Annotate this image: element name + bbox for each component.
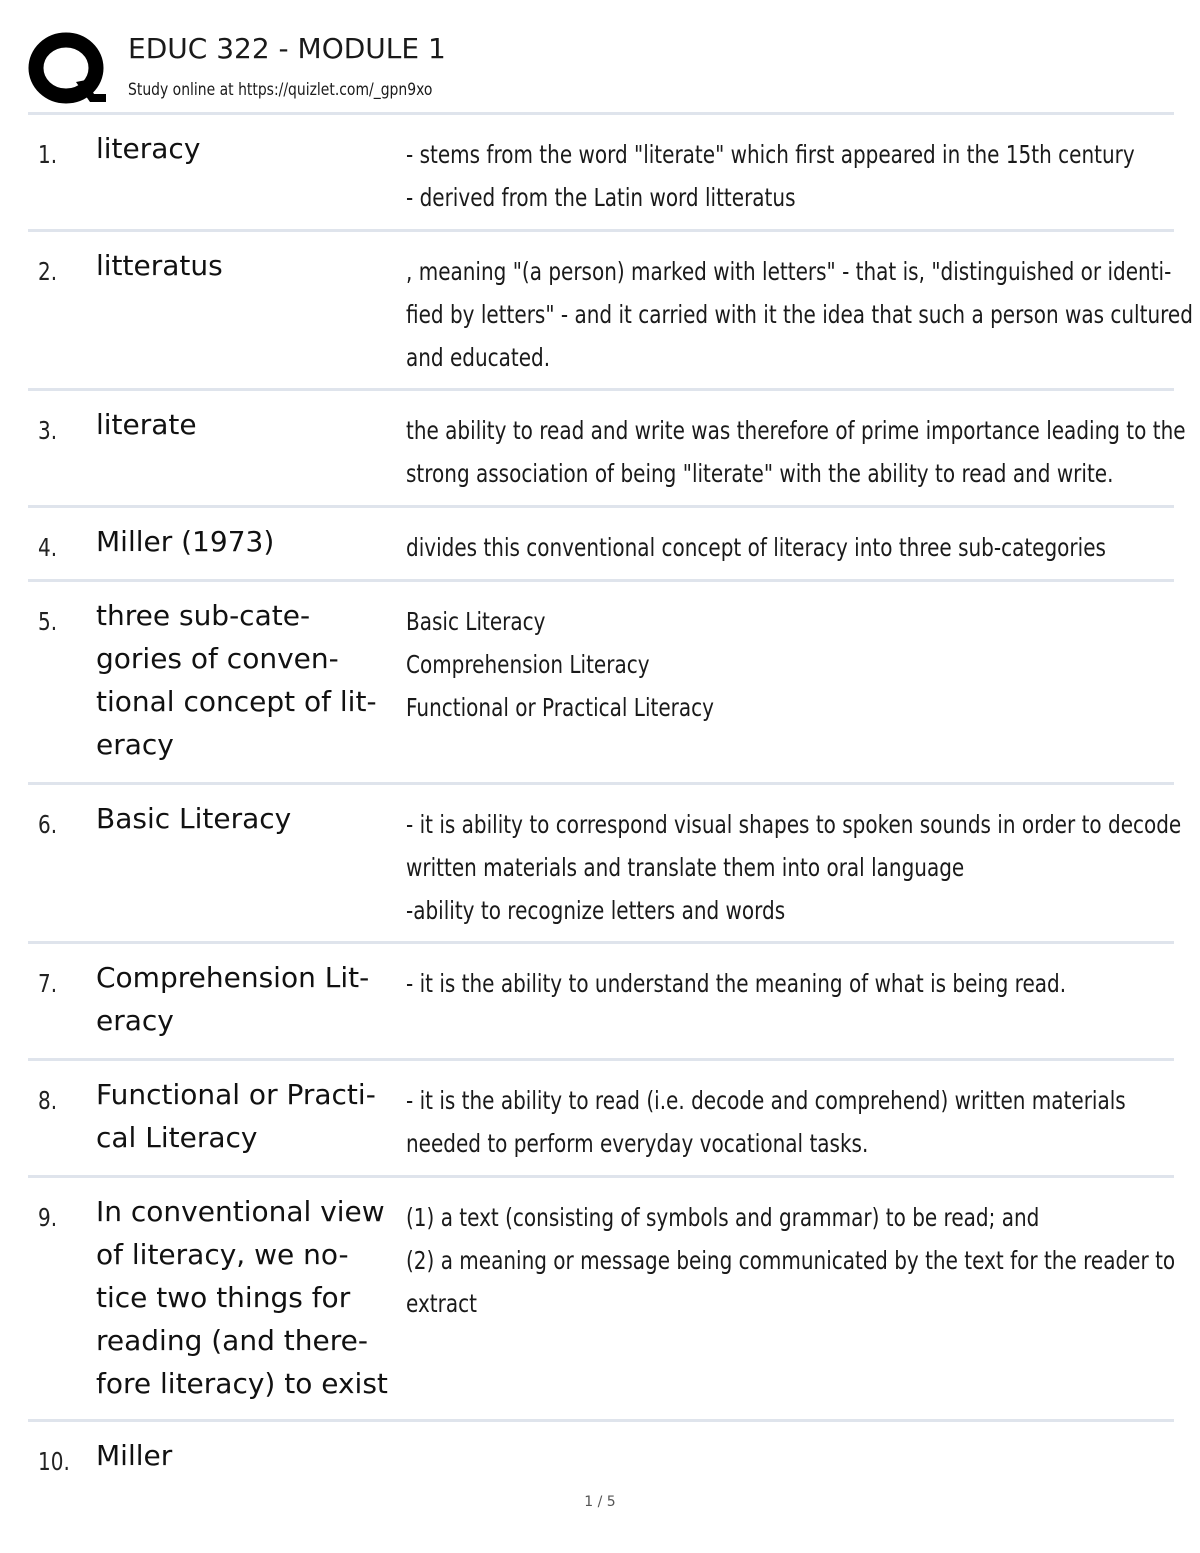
card-definition: - it is the ability to understand the meaning of what is being read.	[406, 969, 1067, 998]
card-term: Miller (1973)	[96, 525, 275, 558]
card-definition: - it is the ability to read (i.e. decode and comprehend) written materials needed to perform everyday vocational tasks.	[406, 1086, 1126, 1158]
card-term: Functional or Practi- cal Literacy	[96, 1078, 376, 1154]
card-definition: (1) a text (consisting of symbols and grammar) to be read; and (2) a meaning or message being communicated by the text for the reader to extract	[406, 1203, 1176, 1318]
card-term: literacy	[96, 132, 201, 165]
card-term: three sub-cate- gories of conven- tional concept of lit- eracy	[96, 599, 377, 761]
flashcard-row	[28, 1419, 1174, 1489]
card-term: Basic Literacy	[96, 802, 292, 835]
flashcard-row	[28, 941, 1174, 1058]
flashcard-list	[28, 112, 1193, 1489]
card-number: 4.	[38, 533, 58, 562]
card-definition: , meaning "(a person) marked with letters" - that is, "distinguished or identi- fied by letters" - and it carried with it the idea that such a person was cultured and educated.	[406, 257, 1193, 372]
flashcard-row	[28, 1175, 1174, 1419]
flashcard-row	[28, 782, 1182, 941]
page-title: EDUC 322 - MODULE 1	[128, 32, 446, 65]
card-number: 1.	[38, 140, 58, 169]
flashcard-row	[28, 229, 1193, 388]
study-online-link[interactable]: Study online at https://quizlet.com/_gpn9xo	[128, 80, 433, 100]
card-number: 8.	[38, 1086, 58, 1115]
card-definition: divides this conventional concept of literacy into three sub-categories	[406, 533, 1106, 562]
page-number: 1 / 5	[584, 1494, 616, 1510]
card-number: 6.	[38, 810, 58, 839]
card-number: 5.	[38, 607, 58, 636]
card-number: 2.	[38, 257, 58, 286]
card-term: litteratus	[96, 249, 223, 282]
card-term: Comprehension Lit- eracy	[96, 961, 370, 1037]
card-term: literate	[96, 408, 197, 441]
card-term: In conventional view of literacy, we no- tice two things for reading (and there- fore literacy) to exist	[96, 1195, 388, 1400]
card-definition: the ability to read and write was therefore of prime importance leading to the strong association of being "literate" with the ability to read and write.	[406, 416, 1186, 488]
page-header	[28, 28, 1174, 112]
card-number: 3.	[38, 416, 58, 445]
flashcard-row	[28, 112, 1174, 229]
flashcard-row	[28, 388, 1186, 505]
card-number: 9.	[38, 1203, 58, 1232]
card-term: Miller	[96, 1439, 173, 1472]
card-definition: - stems from the word "literate" which first appeared in the 15th century - derived from the Latin word litteratus	[406, 140, 1135, 212]
card-definition: Basic Literacy Comprehension Literacy Functional or Practical Literacy	[406, 607, 714, 722]
card-definition: - it is ability to correspond visual shapes to spoken sounds in order to decode written materials and translate them into oral language -ability to recognize letters and words	[406, 810, 1182, 925]
card-number: 10.	[38, 1447, 70, 1476]
flashcard-row	[28, 1058, 1174, 1175]
quizlet-q-logo-icon	[28, 30, 108, 110]
flashcard-row	[28, 579, 1174, 782]
flashcard-row	[28, 505, 1174, 579]
card-number: 7.	[38, 969, 58, 998]
